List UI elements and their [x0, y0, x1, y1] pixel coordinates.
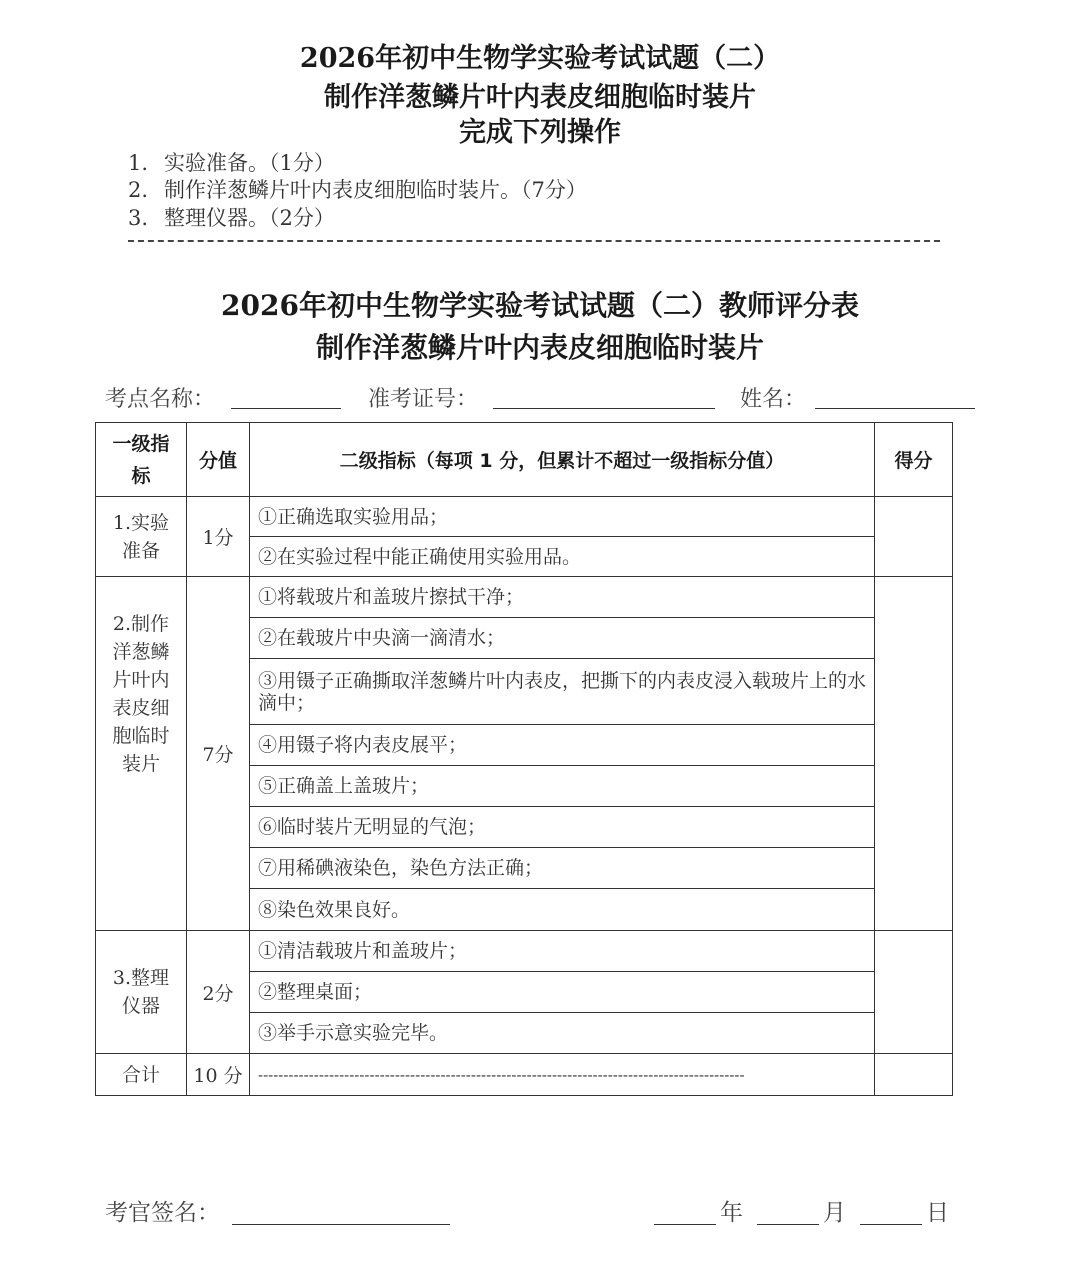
candidate-info-row [0, 382, 1080, 414]
scoresheet-title: 2026年初中生物学实验考试试题（二）教师评分表 [221, 289, 859, 322]
score-input-cell[interactable] [875, 931, 953, 1054]
criterion-cell: ③举手示意实验完毕。 [250, 1013, 875, 1054]
examiner-label: 考官签名： [105, 1200, 220, 1226]
criterion-cell: ②整理桌面； [250, 972, 875, 1013]
scoresheet-subtitle: 制作洋葱鳞片叶内表皮细胞临时装片 [315, 331, 764, 364]
total-row [96, 1054, 953, 1096]
criterion-cell: ②在实验过程中能正确使用实验用品。 [250, 537, 875, 577]
id-label: 准考证号： [368, 387, 479, 412]
total-label: 合计 [96, 1054, 187, 1096]
examiner-signature-field[interactable] [232, 1224, 450, 1225]
task-number: 3. [128, 206, 149, 230]
total-dashes: ------------------------------------------------------------------------------------------------ [250, 1054, 875, 1096]
points-cell: 1分 [187, 497, 250, 577]
task-text: 实验准备。（1分） [164, 151, 335, 175]
scoring-table [95, 422, 953, 1096]
score-input-cell[interactable] [875, 577, 953, 931]
score-input-cell[interactable] [875, 497, 953, 577]
site-label: 考点名称： [105, 387, 216, 412]
criterion-cell: ⑦用稀碘液染色，染色方法正确； [250, 848, 875, 889]
criterion-cell: ①清洁载玻片和盖玻片； [250, 931, 875, 972]
day-field[interactable] [860, 1224, 922, 1225]
criterion-cell: ①正确选取实验用品； [250, 497, 875, 537]
task-item [128, 147, 335, 177]
task-number: 2. [128, 178, 149, 202]
category-cell: 3.整理仪器 [96, 931, 187, 1054]
task-number: 1. [128, 151, 149, 175]
year-label: 年 [720, 1200, 743, 1226]
category-cell: 2.制作洋葱鳞片叶内表皮细胞临时装片 [96, 577, 187, 931]
points-cell: 7分 [187, 577, 250, 931]
criterion-cell: ③用镊子正确撕取洋葱鳞片叶内表皮，把撕下的内表皮浸入载玻片上的水滴中； [250, 659, 875, 725]
task-text: 制作洋葱鳞片叶内表皮细胞临时装片。（7分） [164, 178, 587, 202]
name-field[interactable] [815, 408, 975, 409]
table-row [96, 931, 953, 972]
header-score: 得分 [875, 423, 953, 497]
header-points: 分值 [187, 423, 250, 497]
criterion-cell: ④用镊子将内表皮展平； [250, 725, 875, 766]
criterion-cell: ⑤正确盖上盖玻片； [250, 766, 875, 807]
task-text: 整理仪器。（2分） [164, 206, 335, 230]
category-cell: 1.实验准备 [96, 497, 187, 577]
table-row [96, 497, 953, 537]
task-item [128, 174, 587, 204]
name-label: 姓名： [740, 387, 807, 412]
header-level2: 二级指标（每项 1 分，但累计不超过一级指标分值） [250, 423, 875, 497]
month-label: 月 [823, 1200, 846, 1226]
day-label: 日 [926, 1200, 949, 1226]
exam-title: 2026年初中生物学实验考试试题（二） [299, 43, 781, 74]
total-points: 10 分 [187, 1054, 250, 1096]
site-field[interactable] [231, 408, 341, 409]
signature-row [0, 1194, 1080, 1228]
criterion-cell: ①将载玻片和盖玻片擦拭干净； [250, 577, 875, 618]
month-field[interactable] [757, 1224, 819, 1225]
cut-divider [128, 240, 940, 242]
task-item [128, 202, 335, 232]
total-score-cell[interactable] [875, 1054, 953, 1096]
criterion-cell: ⑥临时装片无明显的气泡； [250, 807, 875, 848]
id-field[interactable] [493, 408, 715, 409]
criterion-cell: ②在载玻片中央滴一滴清水； [250, 618, 875, 659]
year-field[interactable] [654, 1224, 716, 1225]
table-header-row [96, 423, 953, 497]
table-row [96, 577, 953, 618]
points-cell: 2分 [187, 931, 250, 1054]
header-level1: 一级指标 [96, 423, 187, 497]
exam-instruction: 完成下列操作 [459, 117, 621, 148]
criterion-cell: ⑧染色效果良好。 [250, 889, 875, 931]
exam-subtitle: 制作洋葱鳞片叶内表皮细胞临时装片 [324, 82, 756, 113]
